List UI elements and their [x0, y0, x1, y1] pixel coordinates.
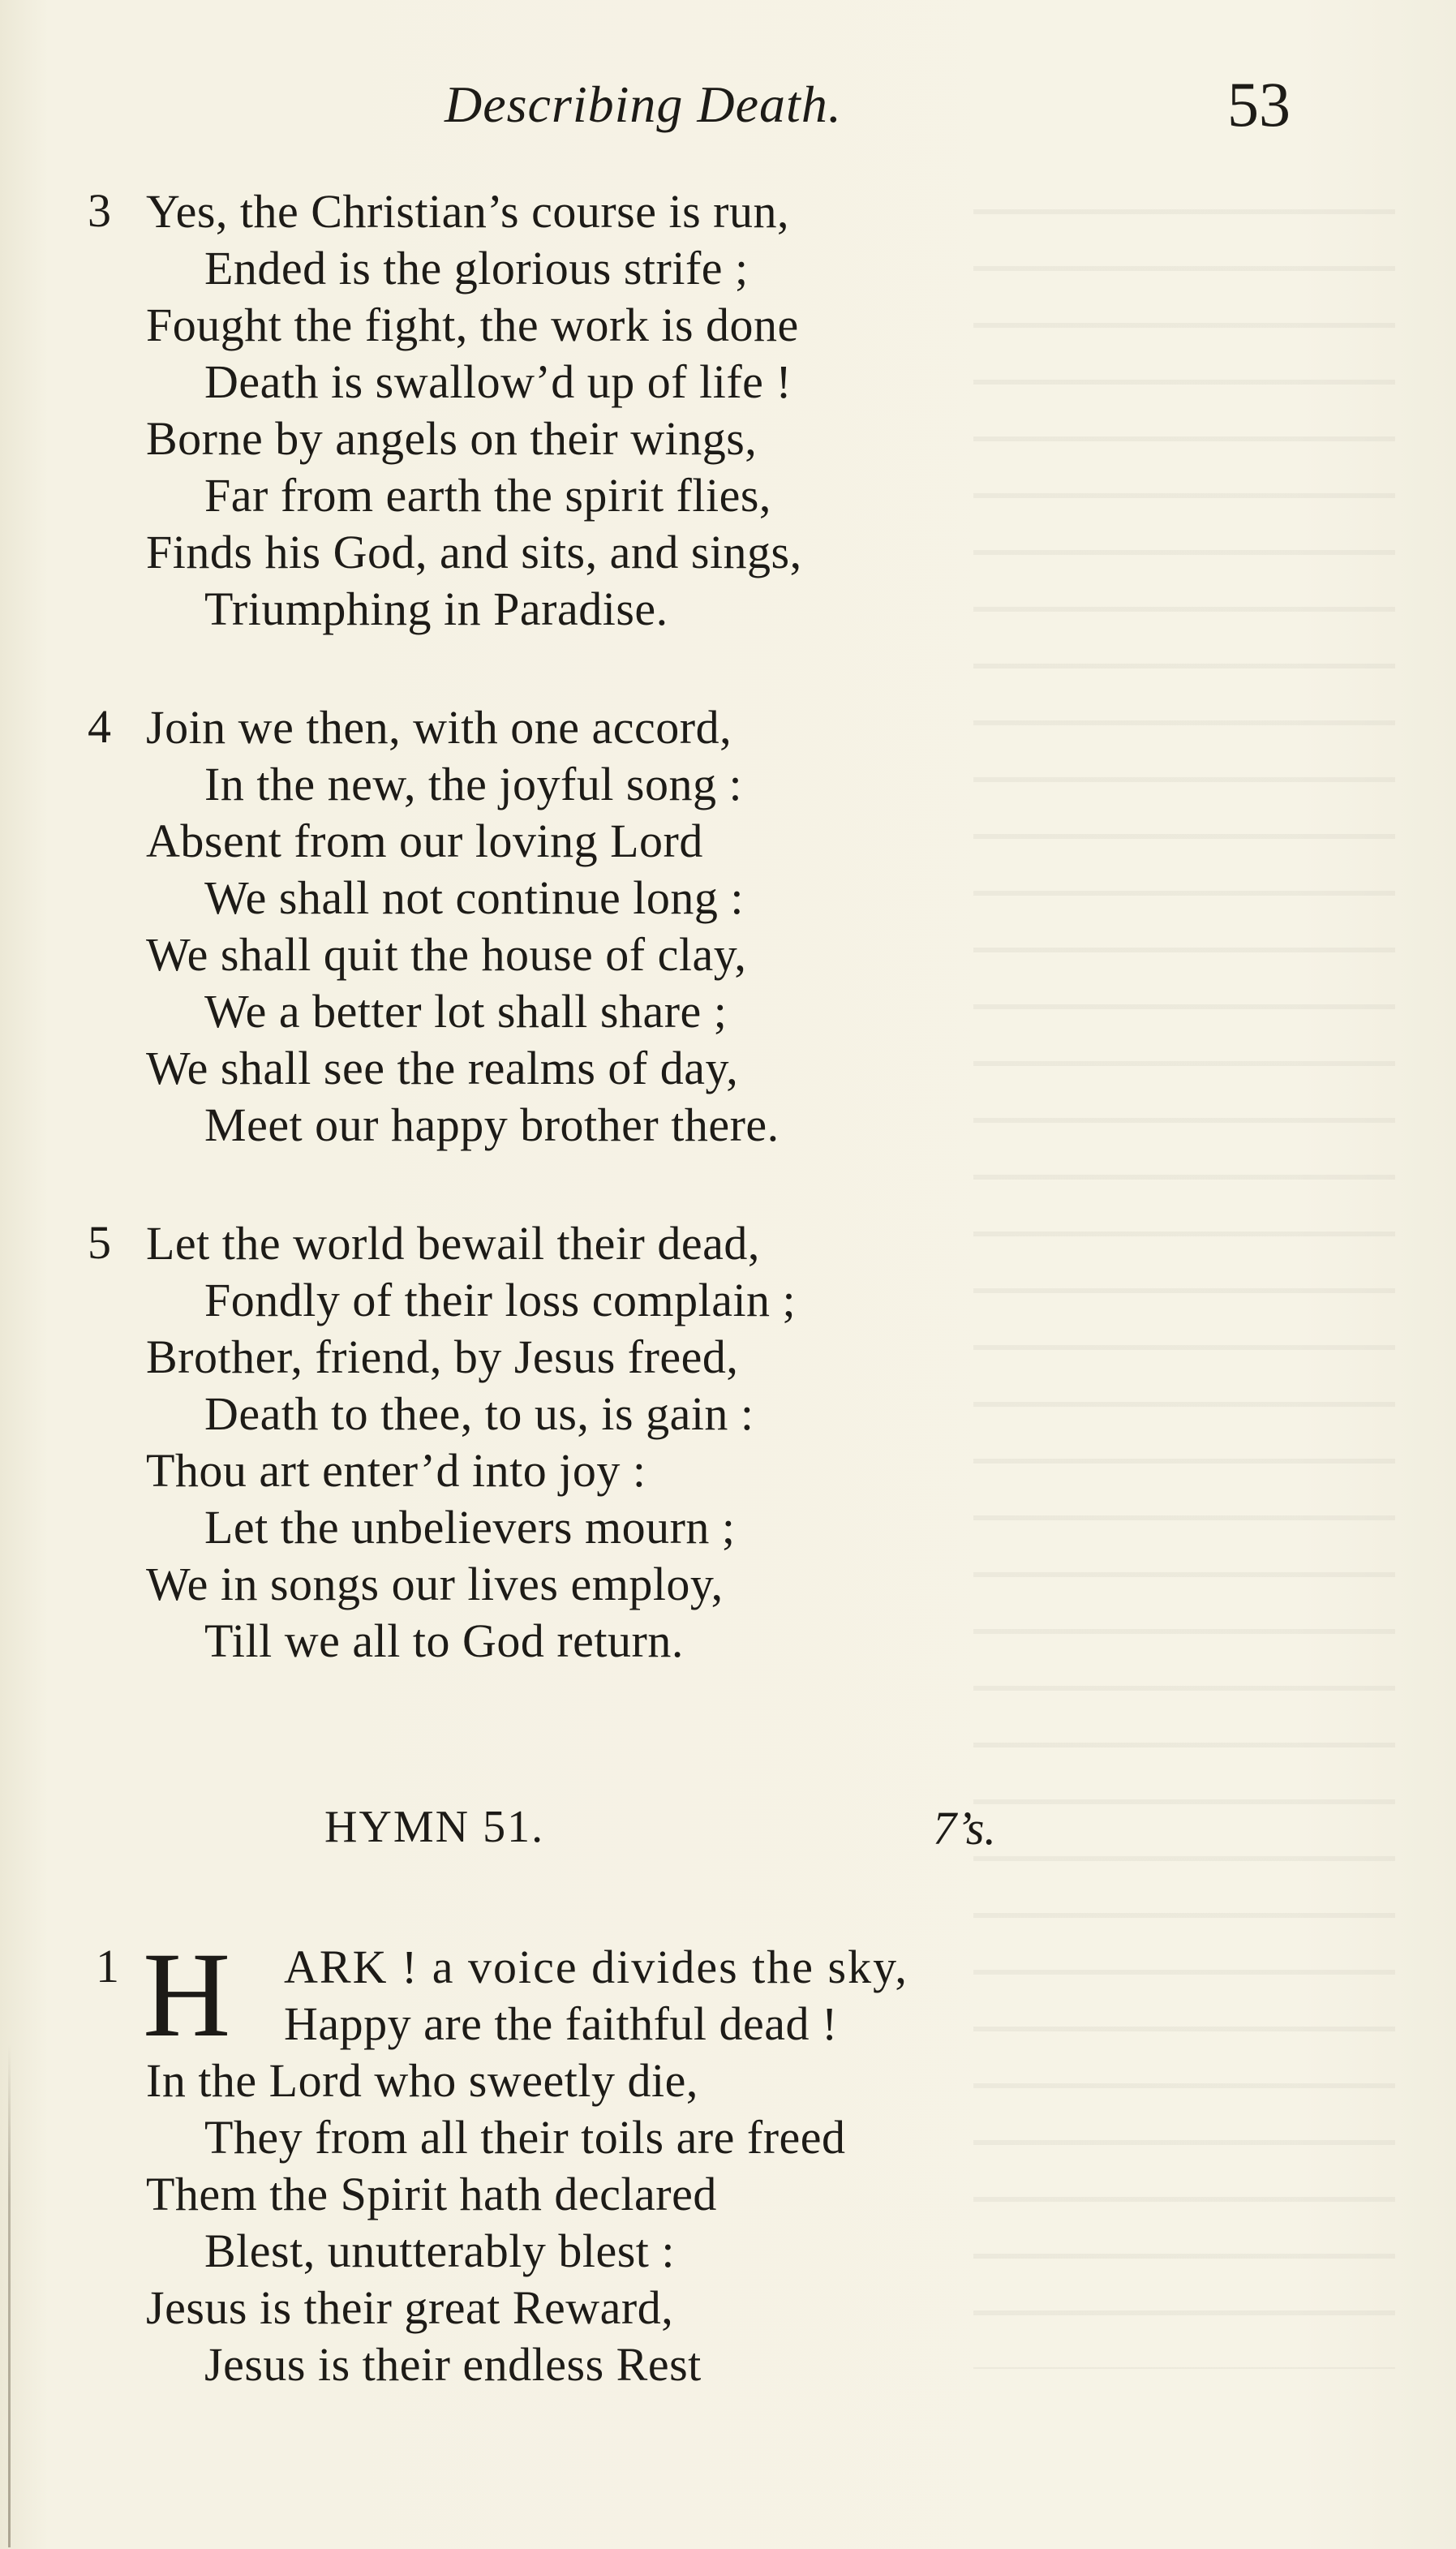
verse-line: Fought the fight, the work is done	[146, 299, 799, 351]
verse-line: They from all their toils are freed	[204, 2111, 846, 2164]
verse-line: Ended is the glorious strife ;	[204, 242, 749, 294]
verse-line: Finds his God, and sits, and sings,	[146, 526, 802, 578]
verse-line: Join we then, with one accord,	[146, 701, 732, 754]
verse-line: Death is swallow’d up of life !	[204, 355, 792, 408]
drop-cap: H	[143, 1928, 231, 2062]
verse-line: Borne by angels on their wings,	[146, 412, 758, 465]
running-head: Describing Death.	[445, 75, 842, 133]
hymn-heading-row	[0, 1801, 1456, 1866]
verse-line: Yes, the Christian’s course is run,	[146, 185, 789, 238]
verse-line: Let the unbelievers mourn ;	[204, 1501, 736, 1554]
verse-line: Triumphing in Paradise.	[204, 582, 668, 635]
verse-line: Till we all to God return.	[204, 1614, 684, 1667]
verse-number: 5	[88, 1216, 111, 1269]
verse-line: Them the Spirit hath declared	[146, 2168, 717, 2220]
verse-line: Fondly of their loss complain ;	[204, 1274, 797, 1326]
verse-line: We shall not continue long :	[204, 871, 744, 924]
verse-line: In the Lord who sweetly die,	[146, 2054, 698, 2107]
verse-line: In the new, the joyful song :	[204, 758, 743, 810]
verse-line: Brother, friend, by Jesus freed,	[146, 1330, 739, 1383]
stanza-3	[0, 183, 1456, 638]
page-number: 53	[1227, 69, 1291, 140]
verse-line: Happy are the faithful dead !	[284, 1997, 838, 2050]
verse-line: Jesus is their endless Rest	[204, 2338, 702, 2391]
verse-line: Absent from our loving Lord	[146, 815, 703, 867]
verse-line: Blest, unutterably blest :	[204, 2224, 676, 2277]
page-header	[0, 69, 1456, 148]
verse-line: Jesus is their great Reward,	[146, 2281, 674, 2334]
verse-line: Far from earth the spirit flies,	[204, 469, 771, 522]
hymn-51-verse-1	[0, 1928, 1456, 2393]
verse-line: Death to thee, to us, is gain :	[204, 1387, 754, 1440]
verse-line: We a better lot shall share ;	[204, 985, 728, 1038]
stanza-5	[0, 1215, 1456, 1670]
verse-number: 3	[88, 184, 111, 237]
verse-line: Let the world bewail their dead,	[146, 1217, 760, 1270]
verse-line: ARK ! a voice divides the sky,	[284, 1941, 908, 1993]
hymn-meter: 7’s.	[933, 1802, 996, 1855]
verse-line: Thou art enter’d into joy :	[146, 1444, 646, 1497]
verse-line: We shall quit the house of clay,	[146, 928, 747, 981]
verse-number: 4	[88, 700, 111, 753]
verse-number: 1	[96, 1940, 119, 1992]
verse-line: We in songs our lives employ,	[146, 1558, 724, 1610]
verse-line: We shall see the realms of day,	[146, 1042, 739, 1094]
verse-line: Meet our happy brother there.	[204, 1098, 780, 1151]
stanza-4	[0, 699, 1456, 1154]
hymn-heading: HYMN 51.	[324, 1802, 545, 1852]
